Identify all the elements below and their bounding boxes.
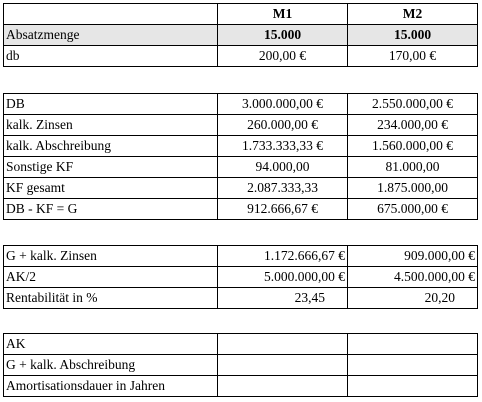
table-row	[4, 376, 478, 397]
row-label[interactable]: Absatzmenge	[4, 25, 218, 46]
row-label[interactable]: Amortisationsdauer in Jahren	[4, 376, 218, 397]
row-label[interactable]: DB	[4, 94, 218, 115]
cell-m2[interactable]: 1.560.000,00 €	[348, 136, 478, 157]
row-label[interactable]: db	[4, 46, 218, 67]
row-label[interactable]: KF gesamt	[4, 178, 218, 199]
table-row-absatzmenge	[4, 25, 478, 46]
header-empty-cell[interactable]	[4, 4, 218, 25]
cell-m2[interactable]: 909.000,00 €	[348, 246, 478, 267]
cell-m2[interactable]: 234.000,00 €	[348, 115, 478, 136]
cell-m2[interactable]: 15.000	[348, 25, 478, 46]
header-m1[interactable]: M1	[218, 4, 348, 25]
cell-m2[interactable]	[348, 334, 478, 355]
table-row	[4, 267, 478, 288]
table-row	[4, 178, 478, 199]
cell-m1[interactable]: 23,45	[218, 288, 348, 309]
header-row	[4, 4, 478, 25]
table-block-2	[3, 93, 478, 220]
table-row	[4, 115, 478, 136]
row-label[interactable]: AK/2	[4, 267, 218, 288]
table-row	[4, 136, 478, 157]
cell-m1[interactable]: 3.000.000,00 €	[218, 94, 348, 115]
row-label[interactable]: DB - KF = G	[4, 199, 218, 220]
table-row	[4, 334, 478, 355]
table-block-4	[3, 333, 478, 397]
table-row	[4, 157, 478, 178]
cell-m1[interactable]: 1.733.333,33 €	[218, 136, 348, 157]
cell-m2[interactable]: 20,20	[348, 288, 478, 309]
header-m2[interactable]: M2	[348, 4, 478, 25]
cell-m1[interactable]: 5.000.000,00 €	[218, 267, 348, 288]
row-label[interactable]: Sonstige KF	[4, 157, 218, 178]
cell-m1[interactable]: 260.000,00 €	[218, 115, 348, 136]
table-row	[4, 94, 478, 115]
table-row	[4, 288, 478, 309]
row-label[interactable]: Rentabilität in %	[4, 288, 218, 309]
cell-m2[interactable]: 4.500.000,00 €	[348, 267, 478, 288]
table-row-db	[4, 46, 478, 67]
cell-m1[interactable]	[218, 355, 348, 376]
row-label[interactable]: AK	[4, 334, 218, 355]
cell-m1[interactable]: 912.666,67 €	[218, 199, 348, 220]
cell-m1[interactable]: 200,00 €	[218, 46, 348, 67]
row-label[interactable]: G + kalk. Zinsen	[4, 246, 218, 267]
cell-m2[interactable]: 1.875.000,00	[348, 178, 478, 199]
cell-m2[interactable]	[348, 376, 478, 397]
table-row	[4, 246, 478, 267]
cell-m2[interactable]: 675.000,00 €	[348, 199, 478, 220]
cell-m1[interactable]	[218, 376, 348, 397]
cell-m2[interactable]	[348, 355, 478, 376]
row-label[interactable]: kalk. Abschreibung	[4, 136, 218, 157]
cell-m1[interactable]: 15.000	[218, 25, 348, 46]
row-label[interactable]: kalk. Zinsen	[4, 115, 218, 136]
cell-m1[interactable]: 94.000,00	[218, 157, 348, 178]
cell-m2[interactable]: 81.000,00	[348, 157, 478, 178]
table-block-1	[3, 3, 478, 67]
cell-m1[interactable]: 2.087.333,33	[218, 178, 348, 199]
cell-m2[interactable]: 2.550.000,00 €	[348, 94, 478, 115]
cell-m2[interactable]: 170,00 €	[348, 46, 478, 67]
row-label[interactable]: G + kalk. Abschreibung	[4, 355, 218, 376]
cell-m1[interactable]	[218, 334, 348, 355]
table-row	[4, 355, 478, 376]
table-row	[4, 199, 478, 220]
table-block-3	[3, 245, 478, 309]
cell-m1[interactable]: 1.172.666,67 €	[218, 246, 348, 267]
